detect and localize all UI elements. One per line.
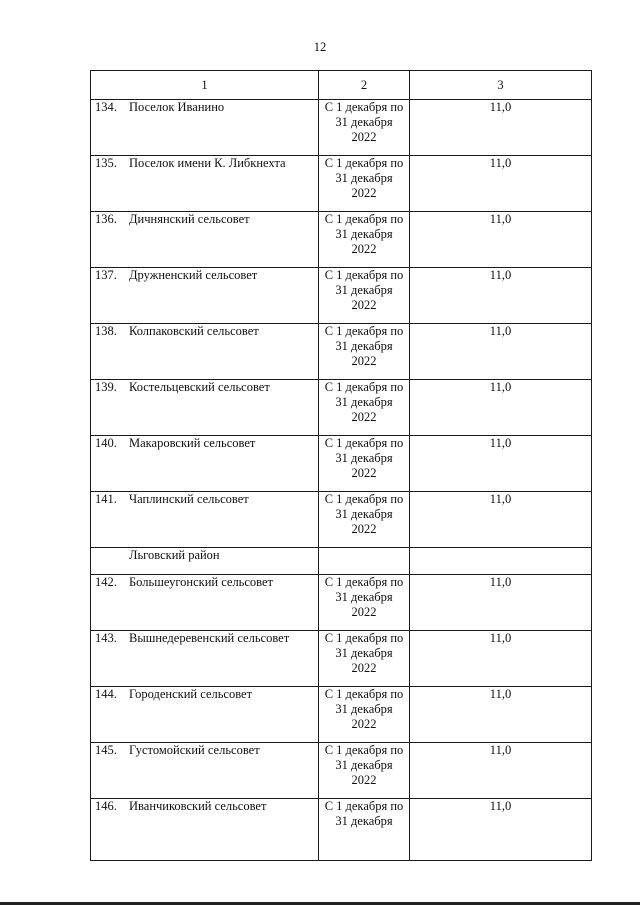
period-cell (319, 156, 410, 212)
municipality-name: Поселок имени К. Либкнехта (129, 156, 286, 170)
table-header-row (91, 71, 592, 100)
period-line: 31 декабря (335, 171, 393, 185)
municipality-cell (91, 799, 319, 861)
municipality-name: Дружненский сельсовет (129, 268, 258, 282)
row-number: 145. (95, 743, 117, 757)
tariff-table (90, 70, 592, 861)
table-row (91, 436, 592, 492)
municipality-cell (91, 268, 319, 324)
period-cell (319, 268, 410, 324)
period-line: С 1 декабря по (324, 268, 404, 282)
row-number: 137. (95, 268, 117, 282)
period-line: 31 декабря (335, 395, 393, 409)
period-line: 31 декабря (335, 451, 393, 465)
period-line: 2022 (351, 661, 377, 675)
municipality-cell (91, 575, 319, 631)
row-number: 134. (95, 100, 117, 114)
period-line: С 1 декабря по (324, 575, 404, 589)
table-row (91, 100, 592, 156)
period-line: 31 декабря (335, 590, 393, 604)
column-header-2: 2 (319, 71, 410, 100)
municipality-name: Иванчиковский сельсовет (129, 799, 267, 813)
municipality-name: Макаровский сельсовет (129, 436, 256, 450)
rate-value: 11,0 (410, 799, 592, 861)
period-line: 31 декабря (335, 814, 393, 828)
period-cell (319, 324, 410, 380)
district-name: Льговский район (129, 548, 220, 562)
row-number: 140. (95, 436, 117, 450)
row-number: 146. (95, 799, 117, 813)
municipality-cell (91, 212, 319, 268)
table-row (91, 268, 592, 324)
municipality-cell (91, 743, 319, 799)
district-row (91, 548, 592, 575)
table-row (91, 156, 592, 212)
table-row (91, 324, 592, 380)
rate-value: 11,0 (410, 212, 592, 268)
period-line: 31 декабря (335, 507, 393, 521)
period-line: 31 декабря (335, 283, 393, 297)
district-empty-cell (319, 548, 410, 575)
period-line: С 1 декабря по (324, 100, 404, 114)
municipality-name: Городенский сельсовет (129, 687, 253, 701)
table-row (91, 212, 592, 268)
municipality-name: Дичнянский сельсовет (129, 212, 250, 226)
rate-value: 11,0 (410, 631, 592, 687)
table-row (91, 631, 592, 687)
table-row (91, 380, 592, 436)
municipality-name: Большеугонский сельсовет (129, 575, 274, 589)
table-row (91, 687, 592, 743)
column-header-3: 3 (410, 71, 592, 100)
period-line: С 1 декабря по (324, 631, 404, 645)
municipality-cell (91, 324, 319, 380)
period-line: 2022 (351, 298, 377, 312)
row-number: 142. (95, 575, 117, 589)
row-number: 138. (95, 324, 117, 338)
rate-value: 11,0 (410, 156, 592, 212)
period-line: С 1 декабря по (324, 436, 404, 450)
period-line: С 1 декабря по (324, 687, 404, 701)
district-cell (91, 548, 319, 575)
district-empty-cell (410, 548, 592, 575)
municipality-cell (91, 100, 319, 156)
period-cell (319, 212, 410, 268)
rate-value: 11,0 (410, 575, 592, 631)
municipality-name: Густомойский сельсовет (129, 743, 260, 757)
period-line: С 1 декабря по (324, 212, 404, 226)
period-line: С 1 декабря по (324, 324, 404, 338)
period-line: 2022 (351, 354, 377, 368)
period-line: 2022 (351, 466, 377, 480)
rate-value: 11,0 (410, 743, 592, 799)
period-cell (319, 687, 410, 743)
table-row (91, 743, 592, 799)
period-line: 2022 (351, 242, 377, 256)
rate-value: 11,0 (410, 100, 592, 156)
row-number: 141. (95, 492, 117, 506)
municipality-cell (91, 436, 319, 492)
column-header-1: 1 (91, 71, 319, 100)
row-number: 136. (95, 212, 117, 226)
period-cell (319, 436, 410, 492)
row-number: 143. (95, 631, 117, 645)
municipality-cell (91, 156, 319, 212)
period-line: 31 декабря (335, 646, 393, 660)
period-line: 2022 (351, 717, 377, 731)
table-row (91, 799, 592, 861)
municipality-name: Вышнедеревенский сельсовет (129, 631, 290, 645)
rate-value: 11,0 (410, 268, 592, 324)
rate-value: 11,0 (410, 687, 592, 743)
row-number: 144. (95, 687, 117, 701)
rate-value: 11,0 (410, 492, 592, 548)
rate-value: 11,0 (410, 324, 592, 380)
municipality-cell (91, 492, 319, 548)
table-row (91, 492, 592, 548)
row-number: 139. (95, 380, 117, 394)
period-line: 2022 (351, 773, 377, 787)
period-line: 31 декабря (335, 339, 393, 353)
period-line: 2022 (351, 130, 377, 144)
period-cell (319, 575, 410, 631)
period-line: 31 декабря (335, 227, 393, 241)
period-cell (319, 492, 410, 548)
page-number: 12 (313, 40, 327, 54)
municipality-cell (91, 380, 319, 436)
municipality-name: Поселок Иванино (129, 100, 225, 114)
period-line: 31 декабря (335, 758, 393, 772)
period-line: 2022 (351, 522, 377, 536)
rate-value: 11,0 (410, 380, 592, 436)
period-cell (319, 743, 410, 799)
period-cell (319, 799, 410, 861)
period-line: С 1 декабря по (324, 380, 404, 394)
municipality-name: Костельцевский сельсовет (129, 380, 270, 394)
table-row (91, 575, 592, 631)
period-line: С 1 декабря по (324, 156, 404, 170)
period-cell (319, 100, 410, 156)
period-line: 31 декабря (335, 702, 393, 716)
period-cell (319, 631, 410, 687)
municipality-cell (91, 631, 319, 687)
period-line: С 1 декабря по (324, 492, 404, 506)
period-cell (319, 380, 410, 436)
period-line: 2022 (351, 186, 377, 200)
period-line: 2022 (351, 410, 377, 424)
municipality-name: Чаплинский сельсовет (129, 492, 249, 506)
municipality-name: Колпаковский сельсовет (129, 324, 259, 338)
municipality-cell (91, 687, 319, 743)
rate-value: 11,0 (410, 436, 592, 492)
row-number: 135. (95, 156, 117, 170)
period-line: 2022 (351, 605, 377, 619)
period-line: С 1 декабря по (324, 799, 404, 813)
period-line: С 1 декабря по (324, 743, 404, 757)
period-line: 31 декабря (335, 115, 393, 129)
